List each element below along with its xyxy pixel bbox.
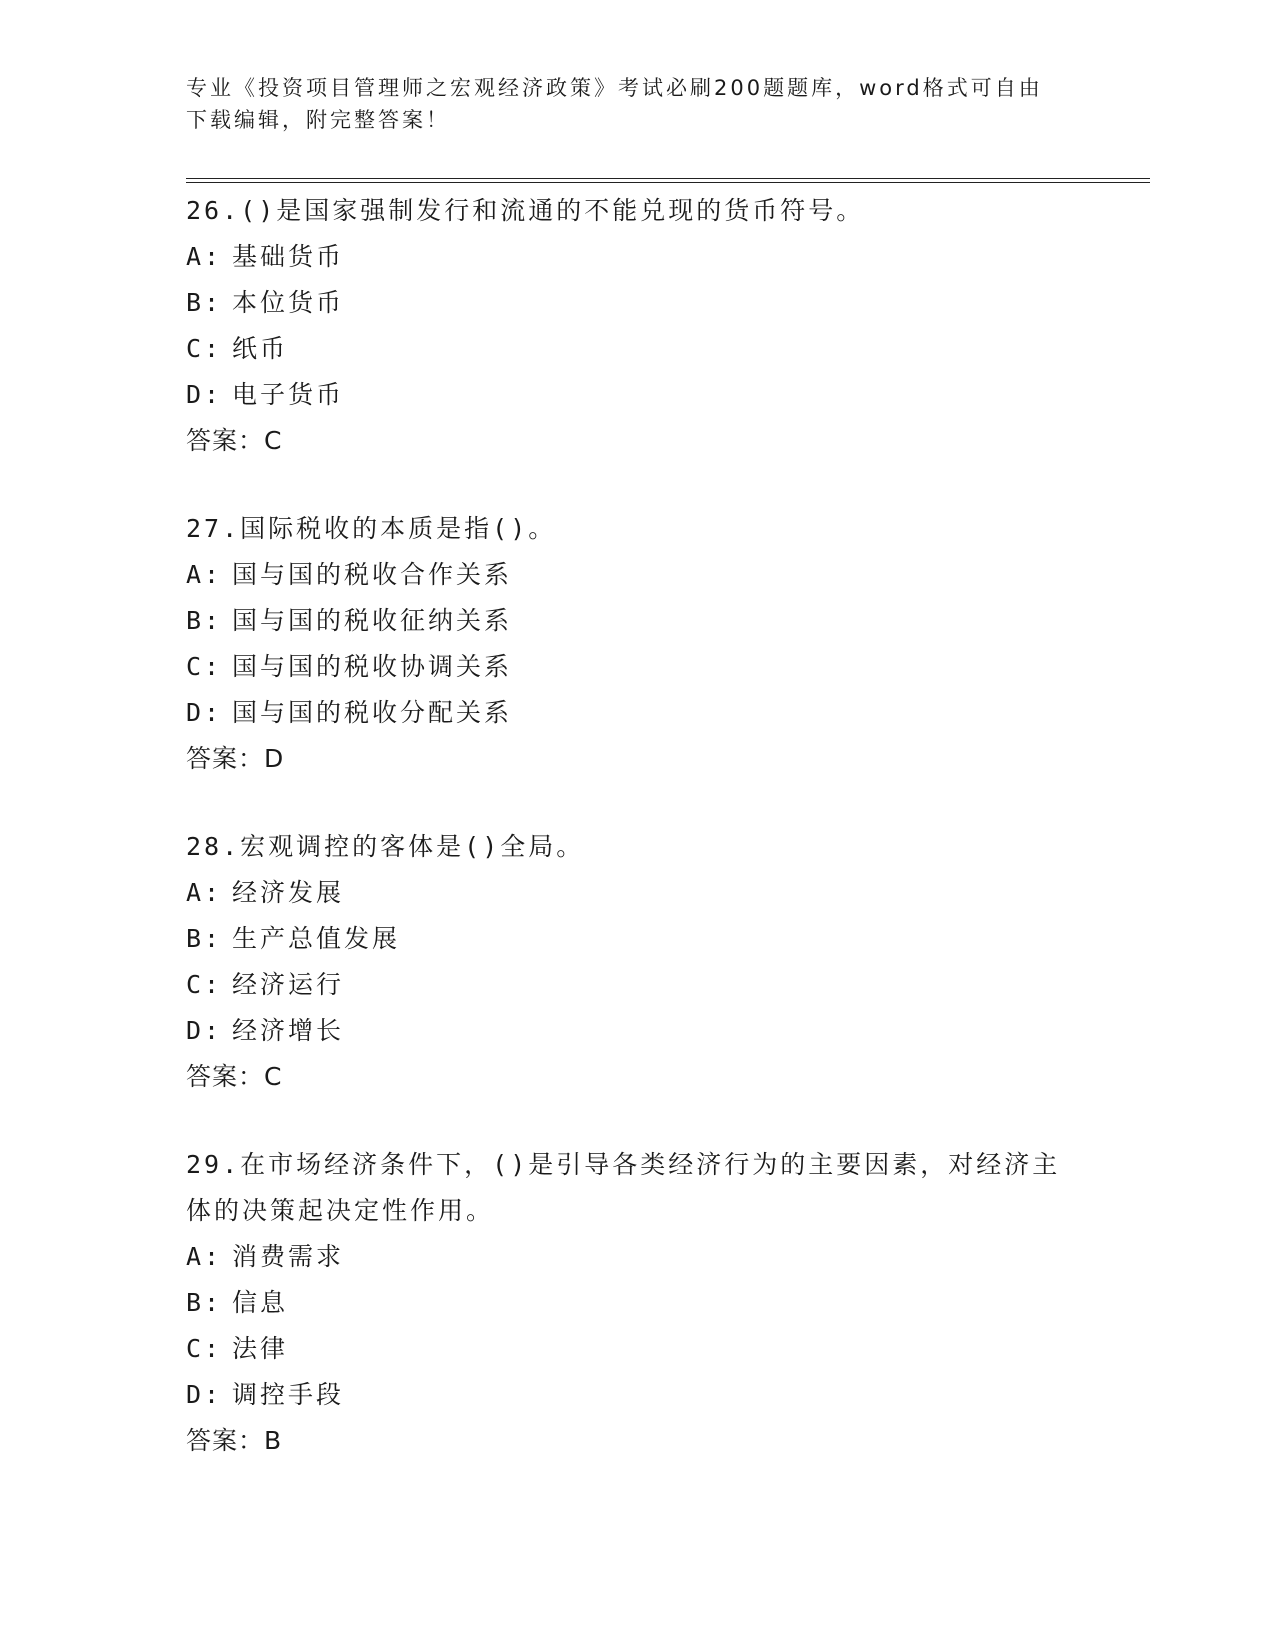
answer: 答案：C xyxy=(186,1062,283,1091)
answer: 答案：D xyxy=(186,744,285,773)
option-text: 国与国的税收分配关系 xyxy=(232,698,513,727)
option-c xyxy=(186,962,1150,1008)
option-letter: A: xyxy=(186,1242,223,1271)
option-d xyxy=(186,690,1150,736)
option-b xyxy=(186,916,1150,962)
option-text: 法律 xyxy=(232,1334,289,1363)
option-text: 调控手段 xyxy=(232,1380,345,1409)
option-text: 经济增长 xyxy=(232,1016,345,1045)
header-divider-bottom xyxy=(186,182,1150,183)
option-text: 国与国的税收合作关系 xyxy=(232,560,513,589)
option-d xyxy=(186,1008,1150,1054)
option-letter: B: xyxy=(186,1288,223,1317)
option-letter: D: xyxy=(186,380,223,409)
option-letter: D: xyxy=(186,1380,223,1409)
question-28 xyxy=(186,824,1150,1100)
option-letter: B: xyxy=(186,606,223,635)
option-text: 国与国的税收征纳关系 xyxy=(232,606,513,635)
option-c xyxy=(186,326,1150,372)
option-a xyxy=(186,1234,1150,1280)
option-letter: A: xyxy=(186,878,223,907)
option-text: 经济运行 xyxy=(232,970,345,999)
question-stem: 26.()是国家强制发行和流通的不能兑现的货币符号。 xyxy=(186,196,865,225)
option-letter: C: xyxy=(186,970,223,999)
option-text: 国与国的税收协调关系 xyxy=(232,652,513,681)
option-c xyxy=(186,1326,1150,1372)
option-letter: D: xyxy=(186,698,223,727)
header-line-1: 专业《投资项目管理师之宏观经济政策》考试必刷200题题库，word格式可自由 xyxy=(186,76,1043,100)
option-a xyxy=(186,552,1150,598)
option-text: 基础货币 xyxy=(232,242,345,271)
question-26 xyxy=(186,188,1150,464)
option-letter: A: xyxy=(186,560,223,589)
option-text: 消费需求 xyxy=(232,1242,345,1271)
question-stem: 29.在市场经济条件下，()是引导各类经济行为的主要因素，对经济主体的决策起决定性作用。 xyxy=(186,1150,1061,1225)
header-divider-top xyxy=(186,178,1150,179)
option-letter: B: xyxy=(186,288,223,317)
option-b xyxy=(186,280,1150,326)
option-letter: B: xyxy=(186,924,223,953)
question-29 xyxy=(186,1142,1150,1464)
option-text: 生产总值发展 xyxy=(232,924,401,953)
option-text: 信息 xyxy=(232,1288,289,1317)
option-letter: D: xyxy=(186,1016,223,1045)
answer: 答案：B xyxy=(186,1426,283,1455)
option-text: 电子货币 xyxy=(232,380,345,409)
question-stem: 28.宏观调控的客体是()全局。 xyxy=(186,832,585,861)
question-list xyxy=(186,188,1150,1506)
option-letter: C: xyxy=(186,652,223,681)
option-a xyxy=(186,234,1150,280)
option-b xyxy=(186,598,1150,644)
question-27 xyxy=(186,506,1150,782)
option-d xyxy=(186,1372,1150,1418)
question-stem: 27.国际税收的本质是指()。 xyxy=(186,514,557,543)
option-a xyxy=(186,870,1150,916)
option-c xyxy=(186,644,1150,690)
header-line-2: 下载编辑，附完整答案！ xyxy=(186,108,450,132)
option-letter: A: xyxy=(186,242,223,271)
option-b xyxy=(186,1280,1150,1326)
option-d xyxy=(186,372,1150,418)
answer: 答案：C xyxy=(186,426,283,455)
option-text: 纸币 xyxy=(232,334,289,363)
option-letter: C: xyxy=(186,1334,223,1363)
document-header xyxy=(186,72,1086,136)
option-text: 本位货币 xyxy=(232,288,345,317)
option-letter: C: xyxy=(186,334,223,363)
option-text: 经济发展 xyxy=(232,878,345,907)
